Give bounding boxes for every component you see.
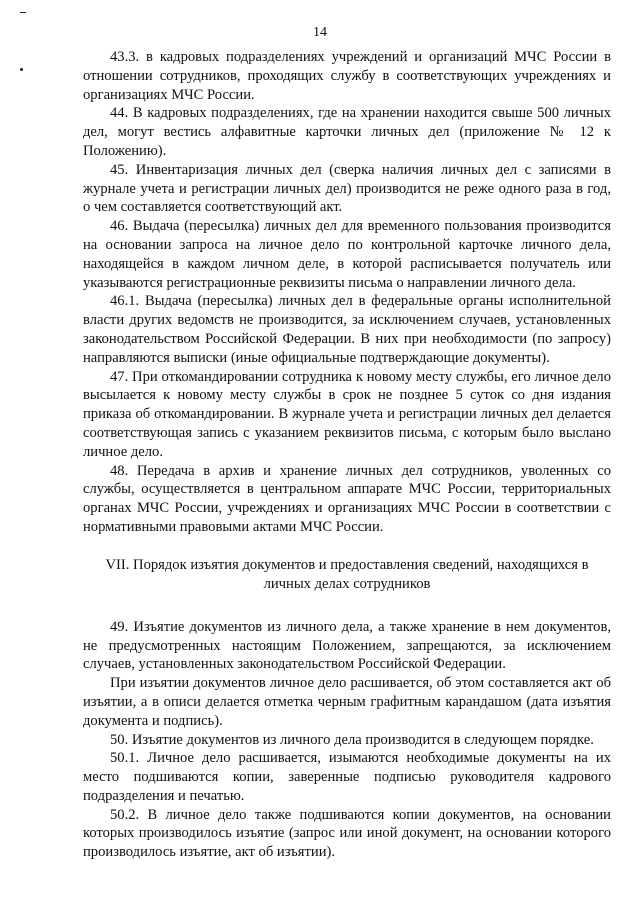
paragraph-46-1: 46.1. Выдача (пересылка) личных дел в федеральные органы исполнительной власти других ведомств не производится, за исключением случаев, установленных законодательством Российской Федерации. В них при необходимости (по запросу) направляются выписки (иные официальные подтверждающие документы). — [83, 293, 611, 366]
margin-mark — [20, 68, 23, 71]
paragraph-49: 49. Изъятие документов из личного дела, а также хранение в нем документов, не предусмотренных настоящим Положением, запрещаются, за исключением случаев, установленных законодательством Российской Федерации. — [83, 618, 611, 673]
paragraph-50: 50. Изъятие документов из личного дела производится в следующем порядке. — [110, 731, 594, 748]
paragraph-48: 48. Передача в архив и хранение личных дел сотрудников, уволенных со службы, осуществляется в центральном аппарате МЧС России, территориальных органах МЧС России, учреждениях и организациях МЧС России в соответствии с нормативными правовыми актами МЧС России. — [83, 462, 611, 535]
paragraph-50-2: 50.2. В личное дело также подшиваются копии документов, на основании которых производилось изъятие (запрос или иной документ, на основании которого производилось изъятие, акт об изъятии). — [83, 806, 611, 861]
page-number: 14 — [313, 25, 327, 40]
margin-mark — [20, 12, 26, 13]
paragraph-43-3: 43.3. в кадровых подразделениях учреждений и организаций МЧС России в отношении сотрудников, проходящих службу в соответствующих учреждениях и организациях МЧС России. — [83, 49, 611, 103]
paragraph-46: 46. Выдача (пересылка) личных дел для временного пользования производится на основании запроса на личное дело по контрольной карточке личного дела, находящейся в каждом личном деле, в которой расписывается получатель или указываются регистрационные реквизиты письма о направлении личного дела. — [83, 218, 611, 291]
document-body — [83, 48, 611, 862]
paragraph-44: 44. В кадровых подразделениях, где на хранении находится свыше 500 личных дел, могут вестись алфавитные карточки личных дел (приложение № 12 к Положению). — [83, 105, 611, 159]
paragraph-45: 45. Инвентаризация личных дел (сверка наличия личных дел с записями в журнале учета и регистрации личных дел) производится не реже одного раза в год, о чем составляется соответствующий акт. — [83, 161, 611, 216]
paragraph-47: 47. При откомандировании сотрудника к новому месту службы, его личное дело высылается к новому месту службы в срок не позднее 5 суток со дня издания приказа об откомандировании. В журнале учета и регистрации личных дел делается соответствующая запись с указанием реквизитов письма, с которым было выслано личное дело. — [83, 368, 611, 460]
section-heading: VII. Порядок изъятия документов и предоставления сведений, находящихся в личных делах сотрудников — [105, 556, 589, 592]
paragraph-50-1: 50.1. Личное дело расшивается, изымаются необходимые документы на их место подшиваются копии, заверенные подписью руководителя кадрового подразделения и печатью. — [83, 750, 611, 804]
paragraph-49-extraction: При изъятии документов личное дело расшивается, об этом составляется акт об изъятии, а в описи делается отметка черным графитным карандашом (дата изъятия документа и подпись). — [83, 675, 611, 729]
